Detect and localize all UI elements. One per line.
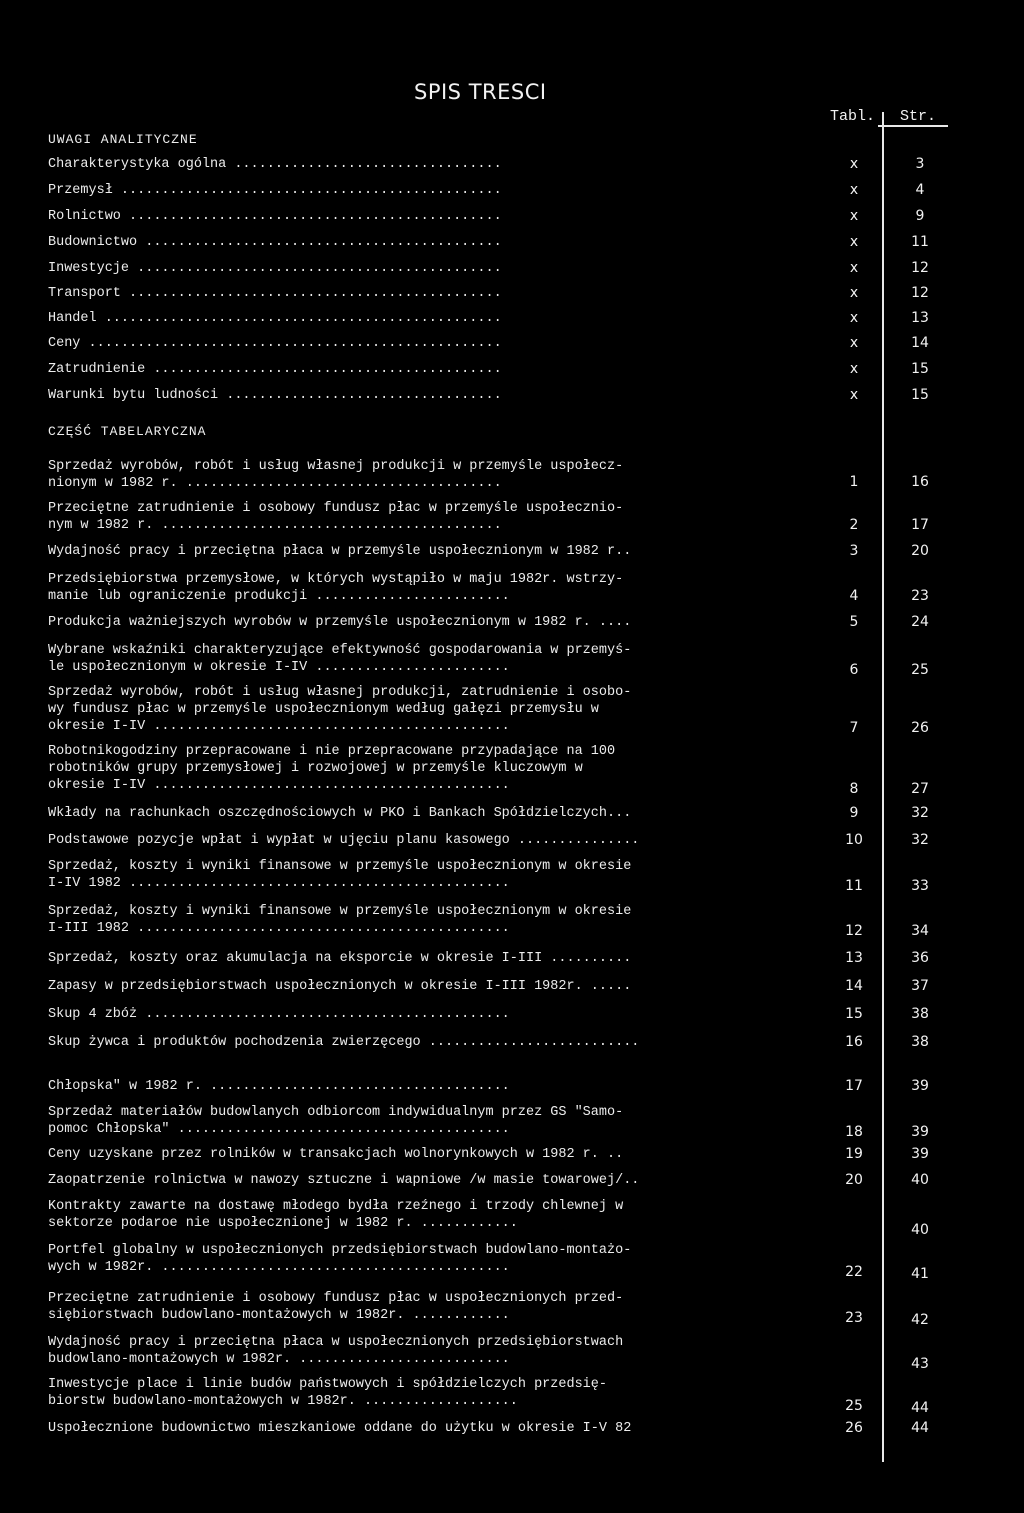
toc-entry-table: x bbox=[849, 182, 859, 198]
toc-entry-table: 23 bbox=[845, 1310, 863, 1326]
toc-entry-table: 17 bbox=[845, 1078, 863, 1094]
toc-entry-page: 15 bbox=[911, 387, 929, 403]
toc-entry-table: 5 bbox=[849, 614, 859, 630]
toc-entry-text: Sprzedaż materiałów budowlanych odbiorcom indywidualnym przez GS "Samo- pomoc Chłopska" ......................................... bbox=[48, 1105, 624, 1137]
toc-entry-text: Ceny ................................................... bbox=[48, 336, 502, 351]
toc-entry-page: 11 bbox=[911, 234, 929, 250]
toc-entry-page: 23 bbox=[911, 588, 929, 604]
toc-entry-text: Robotnikogodziny przepracowane i nie przepracowane przypadające na 100 robotników grupy przemysłowej i rozwojowej w przemyśle kluczowym w okresie I-IV ............................................ bbox=[48, 744, 616, 793]
toc-entry-table: x bbox=[849, 260, 859, 276]
toc-entry-text: Charakterystyka ogólna ................................. bbox=[48, 157, 502, 172]
toc-entry-text: Wkłady na rachunkach oszczędnościowych w PKO i Bankach Spółdzielczych... bbox=[48, 806, 632, 821]
toc-entry-text: Chłopska" w 1982 r. ..................................... bbox=[48, 1079, 510, 1094]
section-heading-analytical: UWAGI ANALITYCZNE bbox=[48, 132, 198, 147]
toc-entry-table: x bbox=[849, 387, 859, 403]
column-header-tab: Tabl. bbox=[830, 108, 876, 125]
toc-entry-text: Inwestycje ............................................. bbox=[48, 261, 502, 276]
toc-entry-table: 2 bbox=[849, 517, 859, 533]
toc-entry-page: 24 bbox=[911, 614, 929, 630]
toc-entry-text: Sprzedaż, koszty oraz akumulacja na eksporcie w okresie I-III .......... bbox=[48, 951, 632, 966]
toc-entry-table: 7 bbox=[849, 720, 859, 736]
toc-entry-table: 12 bbox=[845, 923, 863, 939]
toc-entry-table: 16 bbox=[845, 1034, 863, 1050]
toc-entry-page: 15 bbox=[911, 361, 929, 377]
toc-entry-page: 43 bbox=[911, 1356, 929, 1372]
toc-entry-page: 3 bbox=[915, 156, 925, 172]
toc-entry-text: Skup 4 zbóż ............................................. bbox=[48, 1007, 510, 1022]
toc-entry-table: x bbox=[849, 361, 859, 377]
toc-entry-table: 6 bbox=[849, 662, 859, 678]
toc-entry-text: Zaopatrzenie rolnictwa w nawozy sztuczne i wapniowe /w masie towarowej/.. bbox=[48, 1173, 640, 1188]
toc-entry-page: 37 bbox=[911, 978, 929, 994]
toc-entry-page: 42 bbox=[911, 1312, 929, 1328]
toc-entry-text: Sprzedaż wyrobów, robót i usług własnej produkcji w przemyśle uspołecz- nionym w 1982 r. ....................................... bbox=[48, 459, 624, 491]
toc-entry-page: 39 bbox=[911, 1124, 929, 1140]
toc-entry-table: 11 bbox=[845, 878, 863, 894]
toc-entry-table: x bbox=[849, 234, 859, 250]
toc-entry-table: 20 bbox=[845, 1172, 863, 1188]
toc-entry-page: 32 bbox=[911, 832, 929, 848]
toc-entry-page: 39 bbox=[911, 1146, 929, 1162]
toc-entry-page: 41 bbox=[911, 1266, 929, 1282]
toc-entry-page: 17 bbox=[911, 517, 929, 533]
toc-entry-text: Przeciętne zatrudnienie i osobowy fundusz płac w przemyśle uspołecznio- nym w 1982 r. .......................................... bbox=[48, 501, 624, 533]
toc-entry-table: 15 bbox=[845, 1006, 863, 1022]
toc-entry-text: Transport .............................................. bbox=[48, 286, 502, 301]
toc-entry-page: 40 bbox=[911, 1222, 929, 1238]
toc-entry-text: Zapasy w przedsiębiorstwach uspołecznionych w okresie I-III 1982r. ..... bbox=[48, 979, 632, 994]
page-title: SPIS TRESCI bbox=[414, 80, 547, 104]
toc-entry-table: 19 bbox=[845, 1146, 863, 1162]
toc-entry-page: 4 bbox=[915, 182, 925, 198]
toc-entry-page: 13 bbox=[911, 310, 929, 326]
toc-entry-table: 8 bbox=[849, 781, 859, 797]
toc-entry-page: 14 bbox=[911, 335, 929, 351]
toc-entry-text: Przemysł ............................................... bbox=[48, 183, 502, 198]
toc-entry-table: x bbox=[849, 335, 859, 351]
toc-entry-text: Wydajność pracy i przeciętna płaca w uspołecznionych przedsiębiorstwach budowlano-montażowych w 1982r. .......................... bbox=[48, 1335, 624, 1367]
toc-entry-text: Handel ................................................. bbox=[48, 311, 502, 326]
toc-entry-text: Przedsiębiorstwa przemysłowe, w których wystąpiło w maju 1982r. wstrzy- manie lub ograniczenie produkcji ........................ bbox=[48, 572, 624, 604]
toc-entry-page: 25 bbox=[911, 662, 929, 678]
toc-entry-page: 32 bbox=[911, 805, 929, 821]
toc-entry-page: 20 bbox=[911, 543, 929, 559]
toc-entry-table: 9 bbox=[849, 805, 859, 821]
toc-entry-text: Warunki bytu ludności .................................. bbox=[48, 388, 502, 403]
toc-entry-table: 25 bbox=[845, 1398, 863, 1414]
column-header-page: Str. bbox=[900, 108, 937, 125]
toc-entry-table: 18 bbox=[845, 1124, 863, 1140]
toc-entry-text: Ceny uzyskane przez rolników w transakcjach wolnorynkowych w 1982 r. .. bbox=[48, 1147, 624, 1162]
toc-entry-table: 3 bbox=[849, 543, 859, 559]
toc-entry-text: Sprzedaż wyrobów, robót i usług własnej produkcji, zatrudnienie i osobo- wy fundusz płac w przemyśle uspołecznionym według gałęzi przemysłu w okresie I-IV ............................................ bbox=[48, 685, 632, 734]
toc-entry-text: Podstawowe pozycje wpłat i wypłat w ujęciu planu kasowego ............... bbox=[48, 833, 640, 848]
toc-entry-table: 1 bbox=[849, 474, 859, 490]
toc-entry-table: 10 bbox=[845, 832, 863, 848]
toc-entry-text: Produkcja ważniejszych wyrobów w przemyśle uspołecznionym w 1982 r. .... bbox=[48, 615, 632, 630]
toc-entry-page: 33 bbox=[911, 878, 929, 894]
toc-entry-page: 40 bbox=[911, 1172, 929, 1188]
toc-entry-table: 22 bbox=[845, 1264, 863, 1280]
toc-entry-text: Inwestycje place i linie budów państwowych i spółdzielczych przedsię- biorstw budowlano-montażowych w 1982r. ................... bbox=[48, 1377, 607, 1409]
toc-entry-text: Zatrudnienie ........................................... bbox=[48, 362, 502, 377]
toc-entry-page: 39 bbox=[911, 1078, 929, 1094]
toc-entry-page: 38 bbox=[911, 1034, 929, 1050]
toc-entry-text: Skup żywca i produktów pochodzenia zwierzęcego .......................... bbox=[48, 1035, 640, 1050]
toc-entry-text: Rolnictwo .............................................. bbox=[48, 209, 502, 224]
toc-entry-page: 44 bbox=[911, 1420, 929, 1436]
toc-entry-text: Sprzedaż, koszty i wyniki finansowe w przemyśle uspołecznionym w okresie I-III 1982 .............................................. bbox=[48, 904, 632, 936]
toc-entry-text: Uspołecznione budownictwo mieszkaniowe oddane do użytku w okresie I-V 82 bbox=[48, 1421, 632, 1436]
toc-entry-table: 13 bbox=[845, 950, 863, 966]
toc-entry-page: 12 bbox=[911, 285, 929, 301]
toc-entry-page: 38 bbox=[911, 1006, 929, 1022]
toc-entry-table: 4 bbox=[849, 588, 859, 604]
toc-entry-table: x bbox=[849, 310, 859, 326]
toc-entry-page: 34 bbox=[911, 923, 929, 939]
toc-entry-page: 44 bbox=[911, 1400, 929, 1416]
toc-entry-text: Wydajność pracy i przeciętna płaca w przemyśle uspołecznionym w 1982 r.. bbox=[48, 544, 632, 559]
toc-entry-text: Sprzedaż, koszty i wyniki finansowe w przemyśle uspołecznionym w okresie I-IV 1982 ............................................... bbox=[48, 859, 632, 891]
toc-entry-page: 16 bbox=[911, 474, 929, 490]
toc-entry-table: x bbox=[849, 156, 859, 172]
toc-entry-text: Przeciętne zatrudnienie i osobowy fundusz płac w uspołecznionych przed- siębiorstwach budowlano-montażowych w 1982r. ............ bbox=[48, 1291, 624, 1323]
section-heading-tabular: CZĘŚĆ TABELARYCZNA bbox=[48, 424, 207, 439]
toc-entry-table: x bbox=[849, 285, 859, 301]
toc-entry-text: Kontrakty zawarte na dostawę młodego bydła rzeźnego i trzody chlewnej w sektorze podaroe nie uspołecznionej w 1982 r. ............ bbox=[48, 1199, 624, 1231]
toc-entry-table: 14 bbox=[845, 978, 863, 994]
toc-entry-page: 36 bbox=[911, 950, 929, 966]
toc-entry-text: Portfel globalny w uspołecznionych przedsiębiorstwach budowlano-montażo- wych w 1982r. ........................................... bbox=[48, 1243, 632, 1275]
toc-entry-page: 12 bbox=[911, 260, 929, 276]
toc-entry-text: Budownictwo ............................................ bbox=[48, 235, 502, 250]
toc-entry-page: 9 bbox=[915, 208, 925, 224]
toc-entry-table: x bbox=[849, 208, 859, 224]
toc-entry-text: Wybrane wskaźniki charakteryzujące efektywność gospodarowania w przemyś- le uspołecznionym w okresie I-IV ........................ bbox=[48, 643, 632, 675]
toc-entry-table: 26 bbox=[845, 1420, 863, 1436]
header-underline bbox=[878, 125, 948, 127]
toc-entry-page: 27 bbox=[911, 781, 929, 797]
toc-entry-page: 26 bbox=[911, 720, 929, 736]
